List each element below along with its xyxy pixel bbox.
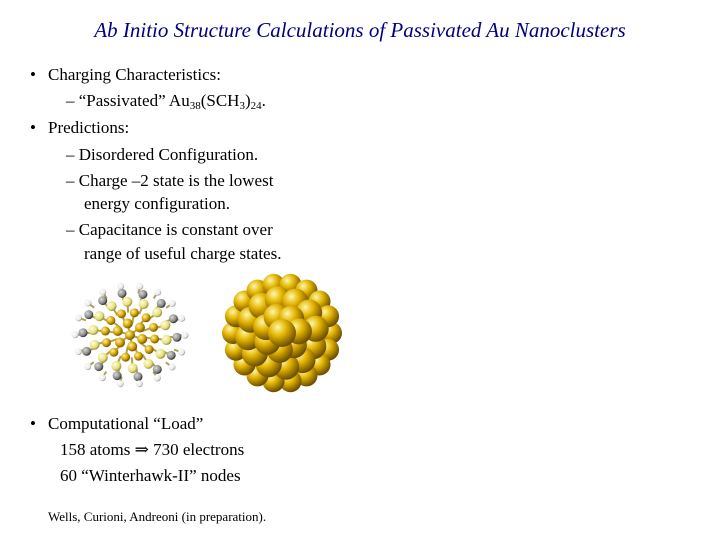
bullet-charging: Charging Characteristics: (48, 65, 221, 84)
subbullet-charge-cont: energy configuration. (84, 194, 231, 213)
bullet-computational-load: Computational “Load” (48, 414, 204, 433)
atom-sphere (111, 361, 121, 371)
atom-sphere (84, 363, 91, 370)
ball-stick-cluster-image (55, 278, 205, 393)
atom-sphere (154, 289, 161, 296)
bullet-predictions: Predictions: (48, 118, 130, 137)
subbullet-passivated: – “Passivated” $Au_{38}(SCH_3)_{24}$. (66, 91, 266, 112)
atom-sphere (156, 349, 166, 359)
atom-sphere (75, 348, 82, 355)
atom-sphere (117, 380, 124, 387)
atom-sphere (99, 374, 106, 381)
atom-sphere (75, 314, 82, 321)
atom-sphere (118, 289, 127, 298)
atom-sphere (99, 289, 106, 296)
atom-sphere (145, 345, 154, 354)
atom-sphere (138, 290, 147, 299)
atom-sphere (84, 310, 93, 319)
atom-sphere (154, 374, 161, 381)
atom-sphere (125, 330, 135, 340)
atom-sphere (169, 314, 178, 323)
atom-sphere (134, 352, 143, 361)
atom-sphere (122, 297, 132, 307)
atom-sphere (98, 353, 108, 363)
atom-sphere (135, 322, 145, 332)
atom-sphere (85, 300, 92, 307)
atom-sphere (82, 347, 91, 356)
atom-sphere (149, 323, 158, 332)
atom-sphere (169, 300, 176, 307)
atom-sphere (79, 328, 88, 337)
atom-sphere (117, 309, 126, 318)
atom-sphere (167, 351, 176, 360)
atom-sphere (88, 325, 98, 335)
atom-sphere (133, 372, 142, 381)
atom-sphere (109, 348, 118, 357)
bullet-marker: • (30, 65, 36, 84)
atom-sphere (150, 334, 159, 343)
atom-sphere (153, 365, 162, 374)
gold-blob (268, 319, 296, 347)
atom-sphere (123, 318, 133, 328)
atom-sphere (143, 359, 153, 369)
atom-sphere (94, 311, 104, 321)
atom-sphere (137, 334, 147, 344)
atom-sphere (152, 307, 162, 317)
atom-sphere (178, 349, 185, 356)
atom-sphere (136, 380, 143, 387)
atom-sphere (117, 283, 124, 290)
bullet-marker: • (30, 414, 36, 433)
atom-sphere (139, 299, 149, 309)
slide-title: Ab Initio Structure Calculations of Passivated Au Nanoclusters (94, 18, 626, 42)
atom-sphere (160, 320, 170, 330)
atom-sphere (106, 316, 115, 325)
subbullet-disordered: – Disordered Configuration. (66, 145, 259, 164)
bullet-marker: • (30, 118, 36, 137)
atom-sphere (130, 308, 139, 317)
atom-sphere (113, 371, 122, 380)
subbullet-capacitance-cont: range of useful charge states. (84, 244, 282, 263)
atom-sphere (128, 363, 138, 373)
atom-sphere (127, 342, 137, 352)
atom-sphere (136, 283, 143, 290)
atom-sphere (107, 301, 117, 311)
atom-sphere (90, 340, 100, 350)
atom-sphere (121, 353, 130, 362)
atom-sphere (142, 313, 151, 322)
atom-sphere (181, 332, 188, 339)
atom-sphere (94, 362, 103, 371)
subbullet-charge: – Charge –2 state is the lowest (66, 171, 274, 190)
subbullet-capacitance: – Capacitance is constant over (66, 220, 273, 239)
atom-sphere (101, 327, 110, 336)
atom-sphere (162, 335, 172, 345)
atom-sphere (178, 315, 185, 322)
atom-sphere (157, 299, 166, 308)
atom-sphere (102, 338, 111, 347)
atom-sphere (172, 333, 181, 342)
atom-sphere (168, 363, 175, 370)
citation: Wells, Curioni, Andreoni (in preparation). (48, 509, 267, 524)
space-filling-cluster-image (212, 268, 352, 398)
load-atoms-electrons: 158 atoms ⇒ 730 electrons (60, 440, 245, 459)
atom-sphere (72, 331, 79, 338)
load-nodes: 60 “Winterhawk-II” nodes (60, 466, 241, 485)
atom-sphere (98, 296, 107, 305)
atom-sphere (115, 338, 125, 348)
atom-sphere (113, 326, 123, 336)
